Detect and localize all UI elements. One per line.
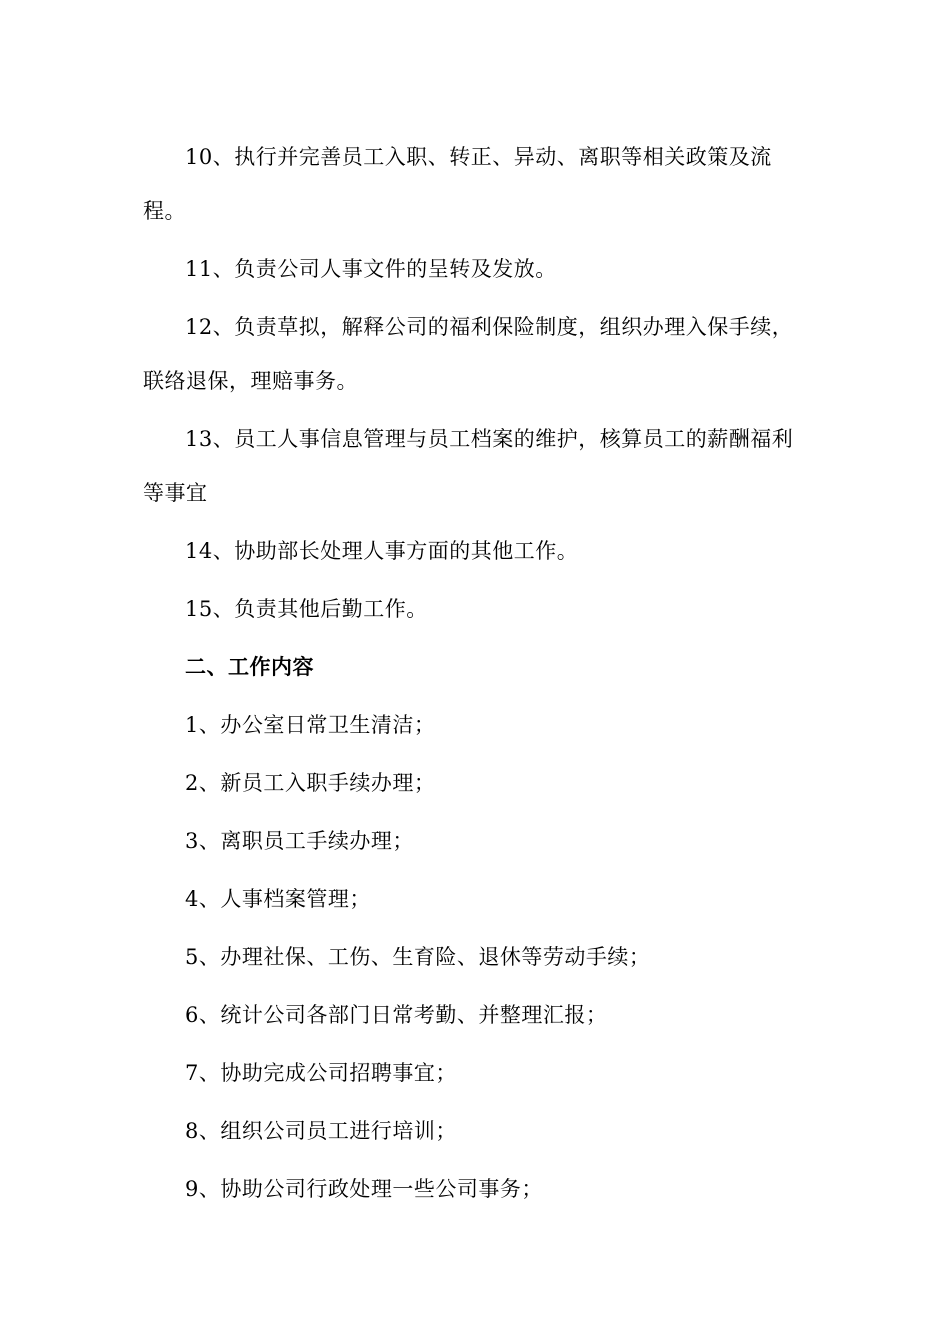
duty-paragraph: 14、协助部长处理人事方面的其他工作。 [185,539,579,563]
duty-paragraph: 10、执行并完善员工入职、转正、异动、离职等相关政策及流程。 [143,145,772,223]
duty-paragraph: 13、员工人事信息管理与员工档案的维护，核算员工的薪酬福利等事宜 [143,427,794,505]
document-body [143,130,808,1220]
work-item: 4、人事档案管理； [185,887,371,911]
work-item: 2、新员工入职手续办理； [185,771,436,795]
work-item: 3、离职员工手续办理； [185,829,414,853]
section-heading: 二、工作内容 [185,654,314,679]
work-item: 7、协助完成公司招聘事宜； [185,1061,457,1085]
work-item: 8、组织公司员工进行培训； [185,1119,457,1143]
work-item: 6、统计公司各部门日常考勤、并整理汇报； [185,1003,608,1027]
duty-paragraph: 15、负责其他后勤工作。 [185,597,428,621]
duty-paragraph: 11、负责公司人事文件的呈转及发放。 [185,257,557,281]
work-item: 1、办公室日常卫生清洁； [185,713,436,737]
duty-paragraph: 12、负责草拟，解释公司的福利保险制度，组织办理入保手续，联络退保，理赔事务。 [143,315,794,393]
work-item: 9、协助公司行政处理一些公司事务； [185,1177,543,1201]
work-item: 5、办理社保、工伤、生育险、退休等劳动手续； [185,945,651,969]
